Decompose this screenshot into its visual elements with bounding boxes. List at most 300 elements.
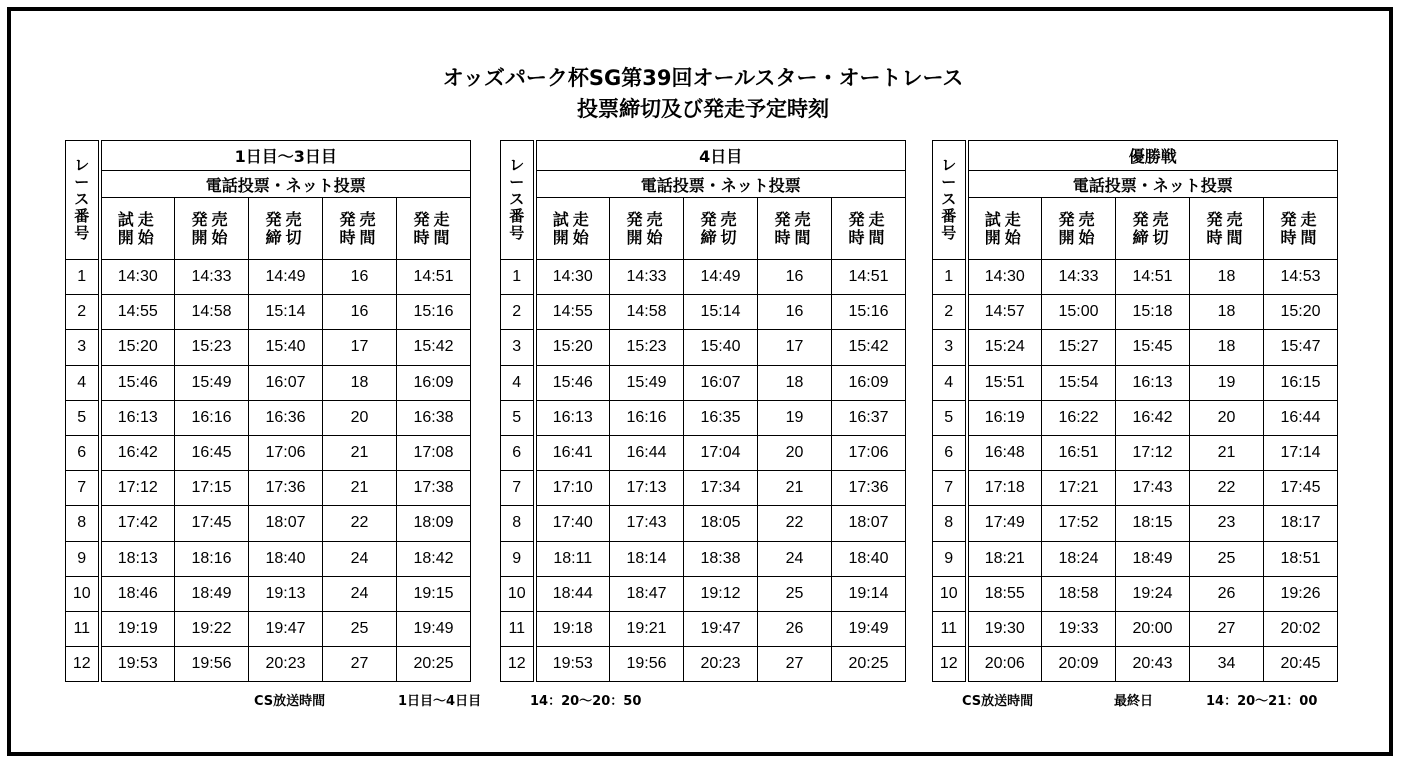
column-header-label: 試走開始 [552,209,593,247]
column-header [967,198,1042,260]
time-cell: 16:45 [175,435,249,470]
time-cell: 17:43 [1116,471,1190,506]
time-cell: 17:36 [249,471,323,506]
time-cell: 15:23 [610,330,684,365]
time-cell: 17:45 [175,506,249,541]
time-cell: 18:46 [100,576,175,611]
time-cell: 17:04 [684,435,758,470]
time-cell: 16:13 [535,400,610,435]
race-number-label: レース番号 [941,156,957,242]
time-cell: 16 [323,295,397,330]
time-cell: 16:36 [249,400,323,435]
race-number-cell: 9 [66,541,100,576]
time-cell: 16:19 [967,400,1042,435]
time-cell: 15:46 [100,365,175,400]
table-row [66,295,471,330]
time-cell: 19:22 [175,611,249,646]
time-cell: 17:36 [832,471,906,506]
time-cell: 18:09 [397,506,471,541]
time-cell: 18:51 [1264,541,1338,576]
column-header-label: 発走時間 [413,209,454,247]
time-cell: 18:55 [967,576,1042,611]
time-cell: 19:49 [832,611,906,646]
time-cell: 14:55 [535,295,610,330]
time-cell: 15:24 [967,330,1042,365]
time-cell: 18:49 [175,576,249,611]
race-number-cell: 6 [501,435,535,470]
time-cell: 18:16 [175,541,249,576]
time-cell: 15:51 [967,365,1042,400]
race-number-header [66,141,100,260]
time-cell: 16 [758,295,832,330]
time-cell: 14:51 [1116,260,1190,295]
time-cell: 17:14 [1264,435,1338,470]
race-number-cell: 7 [501,471,535,506]
time-cell: 19:47 [684,611,758,646]
table-row [66,647,471,682]
time-cell: 15:23 [175,330,249,365]
schedule-table [65,140,471,682]
time-cell: 15:40 [684,330,758,365]
time-cell: 26 [1190,576,1264,611]
time-cell: 25 [323,611,397,646]
day-header: 1日目～3日目 [100,141,471,171]
time-cell: 20 [1190,400,1264,435]
time-cell: 15:20 [100,330,175,365]
table-row [66,400,471,435]
time-cell: 18:44 [535,576,610,611]
time-cell: 15:45 [1116,330,1190,365]
table-row [66,365,471,400]
vote-type-header: 電話投票・ネット投票 [535,171,906,198]
time-cell: 19:56 [610,647,684,682]
time-cell: 20:25 [397,647,471,682]
time-cell: 19:21 [610,611,684,646]
time-cell: 19:12 [684,576,758,611]
race-number-header [933,141,967,260]
time-cell: 16:13 [100,400,175,435]
time-cell: 17:42 [100,506,175,541]
table-row [66,576,471,611]
time-cell: 19:13 [249,576,323,611]
time-cell: 20 [323,400,397,435]
column-header-label: 発売締切 [700,209,741,247]
table-row [66,330,471,365]
race-number-header [501,141,535,260]
race-number-cell: 5 [933,400,967,435]
time-cell: 15:20 [1264,295,1338,330]
time-cell: 19:30 [967,611,1042,646]
time-cell: 21 [323,471,397,506]
time-cell: 18 [1190,295,1264,330]
vote-type-header: 電話投票・ネット投票 [100,171,471,198]
time-cell: 17:10 [535,471,610,506]
time-cell: 17:13 [610,471,684,506]
time-cell: 17 [323,330,397,365]
time-cell: 20:06 [967,647,1042,682]
race-number-label: レース番号 [74,156,90,242]
race-number-cell: 1 [66,260,100,295]
time-cell: 16:15 [1264,365,1338,400]
time-cell: 17:06 [832,435,906,470]
time-cell: 19:14 [832,576,906,611]
time-cell: 25 [1190,541,1264,576]
table-row [66,471,471,506]
time-cell: 27 [323,647,397,682]
time-cell: 16:07 [684,365,758,400]
time-cell: 14:51 [397,260,471,295]
footer-right-time: 14：20～21：00 [1206,694,1318,709]
footer-right-days: 最終日 [1114,694,1154,709]
time-cell: 17 [758,330,832,365]
race-number-cell: 12 [66,647,100,682]
day-header: 優勝戦 [967,141,1338,171]
time-cell: 18:07 [249,506,323,541]
time-cell: 16:07 [249,365,323,400]
table-row [933,506,1338,541]
time-cell: 19:19 [100,611,175,646]
time-cell: 20:23 [684,647,758,682]
table-row [501,295,906,330]
race-number-cell: 11 [933,611,967,646]
time-cell: 19:53 [100,647,175,682]
time-cell: 19:49 [397,611,471,646]
time-cell: 14:33 [175,260,249,295]
time-cell: 17:38 [397,471,471,506]
time-cell: 16:16 [175,400,249,435]
time-cell: 20:23 [249,647,323,682]
time-cell: 19:53 [535,647,610,682]
table-row [501,365,906,400]
table-row [501,330,906,365]
time-cell: 17:45 [1264,471,1338,506]
time-cell: 18 [1190,330,1264,365]
footer-left-time: 14：20～20：50 [530,694,642,709]
time-cell: 21 [758,471,832,506]
time-cell: 14:53 [1264,260,1338,295]
race-number-cell: 11 [66,611,100,646]
table-row [933,576,1338,611]
time-cell: 16:09 [832,365,906,400]
race-number-cell: 8 [66,506,100,541]
column-header-label: 発走時間 [1280,209,1321,247]
race-number-cell: 7 [933,471,967,506]
table-row [66,435,471,470]
column-header-label: 発売開始 [1058,209,1099,247]
table-row [501,611,906,646]
time-cell: 18:14 [610,541,684,576]
time-cell: 15:16 [397,295,471,330]
race-number-cell: 1 [501,260,535,295]
column-header [100,198,175,260]
race-number-cell: 10 [501,576,535,611]
column-header [175,198,249,260]
time-cell: 18 [1190,260,1264,295]
time-cell: 17:18 [967,471,1042,506]
column-header [323,198,397,260]
time-cell: 17:06 [249,435,323,470]
time-cell: 18:05 [684,506,758,541]
time-cell: 14:30 [100,260,175,295]
race-number-cell: 9 [501,541,535,576]
time-cell: 20:09 [1042,647,1116,682]
time-cell: 17:08 [397,435,471,470]
race-number-cell: 12 [933,647,967,682]
time-cell: 16:42 [1116,400,1190,435]
time-cell: 15:42 [397,330,471,365]
race-number-label: レース番号 [509,156,525,242]
time-cell: 18 [758,365,832,400]
time-cell: 14:51 [832,260,906,295]
race-number-cell: 8 [501,506,535,541]
time-cell: 24 [323,576,397,611]
race-number-cell: 11 [501,611,535,646]
time-cell: 15:18 [1116,295,1190,330]
time-cell: 14:30 [535,260,610,295]
time-cell: 19:18 [535,611,610,646]
table-row [501,435,906,470]
time-cell: 18:58 [1042,576,1116,611]
time-cell: 14:30 [967,260,1042,295]
time-cell: 17:49 [967,506,1042,541]
time-cell: 18:21 [967,541,1042,576]
time-cell: 16:41 [535,435,610,470]
time-cell: 15:47 [1264,330,1338,365]
time-cell: 16:09 [397,365,471,400]
time-cell: 15:00 [1042,295,1116,330]
time-cell: 20:43 [1116,647,1190,682]
table-row [501,576,906,611]
time-cell: 14:49 [684,260,758,295]
race-number-cell: 3 [501,330,535,365]
time-cell: 17:15 [175,471,249,506]
time-cell: 15:40 [249,330,323,365]
time-cell: 15:46 [535,365,610,400]
table-row [933,330,1338,365]
time-cell: 24 [323,541,397,576]
race-number-cell: 2 [66,295,100,330]
time-cell: 26 [758,611,832,646]
footer-left-label: CS放送時間 [254,694,326,709]
race-number-cell: 2 [933,295,967,330]
column-header-label: 試走開始 [117,209,158,247]
table-row [933,435,1338,470]
time-cell: 22 [758,506,832,541]
time-cell: 19:47 [249,611,323,646]
column-header-label: 発売時間 [1206,209,1247,247]
time-cell: 20:00 [1116,611,1190,646]
race-number-cell: 4 [501,365,535,400]
race-number-cell: 4 [66,365,100,400]
column-header [249,198,323,260]
time-cell: 14:33 [1042,260,1116,295]
race-number-cell: 6 [66,435,100,470]
time-cell: 14:58 [175,295,249,330]
time-cell: 18:42 [397,541,471,576]
time-cell: 19:26 [1264,576,1338,611]
table-row [933,471,1338,506]
time-cell: 19:33 [1042,611,1116,646]
time-cell: 21 [1190,435,1264,470]
table-row [501,471,906,506]
column-header-label: 発売締切 [1132,209,1173,247]
race-number-cell: 6 [933,435,967,470]
time-cell: 16:35 [684,400,758,435]
time-cell: 25 [758,576,832,611]
table-row [933,647,1338,682]
day-header: 4日目 [535,141,906,171]
race-number-cell: 9 [933,541,967,576]
race-number-cell: 10 [933,576,967,611]
column-header [758,198,832,260]
race-number-cell: 1 [933,260,967,295]
column-header-label: 発売時間 [339,209,380,247]
time-cell: 17:12 [100,471,175,506]
time-cell: 19:24 [1116,576,1190,611]
column-header [535,198,610,260]
table-row [66,611,471,646]
column-header-label: 発売締切 [265,209,306,247]
table-row [501,506,906,541]
time-cell: 15:14 [249,295,323,330]
time-cell: 20:45 [1264,647,1338,682]
time-cell: 16:48 [967,435,1042,470]
time-cell: 17:34 [684,471,758,506]
schedule-table [932,140,1338,682]
time-cell: 16:22 [1042,400,1116,435]
vote-type-header: 電話投票・ネット投票 [967,171,1338,198]
time-cell: 17:40 [535,506,610,541]
race-number-cell: 3 [66,330,100,365]
table-row [933,365,1338,400]
race-number-cell: 8 [933,506,967,541]
time-cell: 15:27 [1042,330,1116,365]
time-cell: 19 [758,400,832,435]
time-cell: 18 [323,365,397,400]
page-subtitle: 投票締切及び発走予定時刻 [577,97,829,121]
table-row [933,260,1338,295]
race-number-cell: 5 [501,400,535,435]
table-row [501,260,906,295]
time-cell: 17:43 [610,506,684,541]
time-cell: 14:58 [610,295,684,330]
time-cell: 18:38 [684,541,758,576]
table-row [933,400,1338,435]
column-header [1264,198,1338,260]
time-cell: 22 [323,506,397,541]
table-row [501,541,906,576]
race-number-cell: 7 [66,471,100,506]
table-row [66,541,471,576]
time-cell: 18:11 [535,541,610,576]
column-header-label: 発売時間 [774,209,815,247]
time-cell: 34 [1190,647,1264,682]
column-header [397,198,471,260]
time-cell: 19 [1190,365,1264,400]
time-cell: 15:16 [832,295,906,330]
time-cell: 18:49 [1116,541,1190,576]
time-cell: 17:21 [1042,471,1116,506]
time-cell: 23 [1190,506,1264,541]
time-cell: 18:40 [832,541,906,576]
table-row [933,541,1338,576]
footer-left-days: 1日目～4日目 [398,694,482,709]
time-cell: 18:47 [610,576,684,611]
time-cell: 16:51 [1042,435,1116,470]
time-cell: 18:24 [1042,541,1116,576]
race-number-cell: 12 [501,647,535,682]
time-cell: 27 [1190,611,1264,646]
time-cell: 20:25 [832,647,906,682]
time-cell: 19:15 [397,576,471,611]
time-cell: 17:12 [1116,435,1190,470]
time-cell: 16:13 [1116,365,1190,400]
time-cell: 18:40 [249,541,323,576]
time-cell: 19:56 [175,647,249,682]
column-header-label: 発走時間 [848,209,889,247]
footer-right-label: CS放送時間 [962,694,1034,709]
time-cell: 16:37 [832,400,906,435]
table-row [933,295,1338,330]
column-header [1042,198,1116,260]
column-header [1190,198,1264,260]
time-cell: 20 [758,435,832,470]
table-row [933,611,1338,646]
time-cell: 16:38 [397,400,471,435]
time-cell: 18:13 [100,541,175,576]
race-number-cell: 5 [66,400,100,435]
time-cell: 24 [758,541,832,576]
race-number-cell: 4 [933,365,967,400]
time-cell: 14:57 [967,295,1042,330]
race-number-cell: 3 [933,330,967,365]
column-header [832,198,906,260]
time-cell: 14:49 [249,260,323,295]
race-number-cell: 10 [66,576,100,611]
time-cell: 18:17 [1264,506,1338,541]
time-cell: 16:44 [610,435,684,470]
time-cell: 16 [323,260,397,295]
column-header-label: 試走開始 [984,209,1025,247]
time-cell: 16:16 [610,400,684,435]
time-cell: 18:15 [1116,506,1190,541]
time-cell: 18:07 [832,506,906,541]
time-cell: 15:54 [1042,365,1116,400]
table-row [501,400,906,435]
time-cell: 17:52 [1042,506,1116,541]
time-cell: 16:42 [100,435,175,470]
table-row [501,647,906,682]
time-cell: 15:42 [832,330,906,365]
time-cell: 14:55 [100,295,175,330]
page-title: オッズパーク杯SG第39回オールスター・オートレース [442,66,964,90]
time-cell: 16 [758,260,832,295]
time-cell: 15:49 [610,365,684,400]
table-row [66,506,471,541]
time-cell: 14:33 [610,260,684,295]
time-cell: 21 [323,435,397,470]
column-header-label: 発売開始 [191,209,232,247]
time-cell: 20:02 [1264,611,1338,646]
time-cell: 22 [1190,471,1264,506]
time-cell: 27 [758,647,832,682]
column-header [684,198,758,260]
column-header [610,198,684,260]
time-cell: 15:49 [175,365,249,400]
schedule-table [500,140,906,682]
table-row [66,260,471,295]
time-cell: 15:14 [684,295,758,330]
